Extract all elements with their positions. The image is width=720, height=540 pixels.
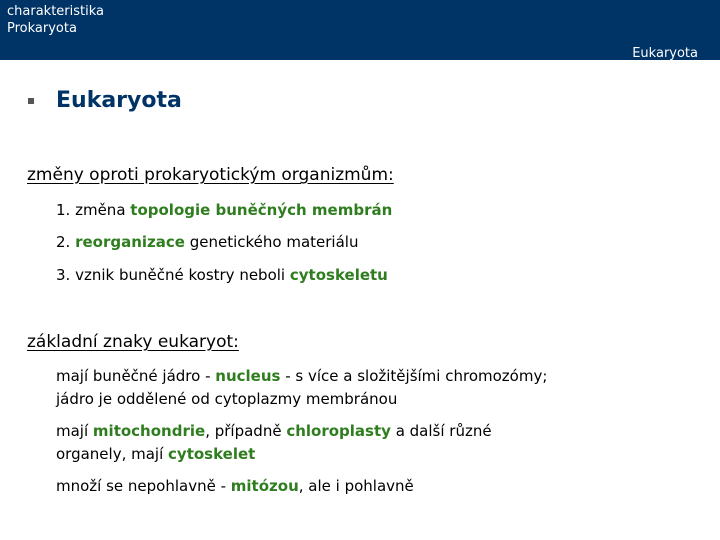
- breadcrumb-line2: Prokaryota: [7, 21, 77, 36]
- item-highlight: cytoskeletu: [289, 266, 388, 284]
- highlight-mitozou: mitózou: [230, 477, 299, 495]
- square-bullet-icon: [28, 98, 34, 104]
- list-item: [56, 231, 358, 254]
- breadcrumb-line1: charakteristika: [7, 4, 104, 19]
- highlight-nucleus: nucleus: [215, 367, 281, 385]
- paragraph-reproduction: množí se nepohlavně - mitózou, ale i pohlavně: [56, 477, 414, 495]
- paragraph-nucleus: mají buněčné jádro - nucleus - s více a složitějšími chromozómy; jádro je oddělené od cytoplazmy membránou: [56, 367, 548, 408]
- page-title: Eukaryota: [56, 88, 182, 113]
- item-number: 3.: [56, 266, 71, 284]
- header-bar: [0, 0, 720, 60]
- item-highlight: topologie buněčných membrán: [130, 201, 393, 219]
- header-right-label: Eukaryota: [632, 46, 698, 61]
- list-item: [56, 264, 388, 287]
- paragraph-organelles: mají mitochondrie, případně chloroplasty a další různé organely, mají cytoskelet: [56, 422, 492, 463]
- item-highlight: reorganizace: [75, 233, 185, 251]
- section1-heading: změny oproti prokaryotickým organizmům:: [27, 165, 394, 185]
- item-number: 2.: [56, 233, 71, 251]
- item-number: 1.: [56, 201, 71, 219]
- highlight-chloroplasty: chloroplasty: [286, 422, 391, 440]
- item-text: vznik buněčné kostry neboli: [75, 266, 290, 284]
- item-text: genetického materiálu: [184, 233, 359, 251]
- section2-heading: základní znaky eukaryot:: [27, 332, 239, 352]
- item-text: změna: [75, 201, 131, 219]
- list-item: [56, 199, 392, 222]
- highlight-mitochondrie: mitochondrie: [92, 422, 206, 440]
- highlight-cytoskelet: cytoskelet: [168, 445, 256, 463]
